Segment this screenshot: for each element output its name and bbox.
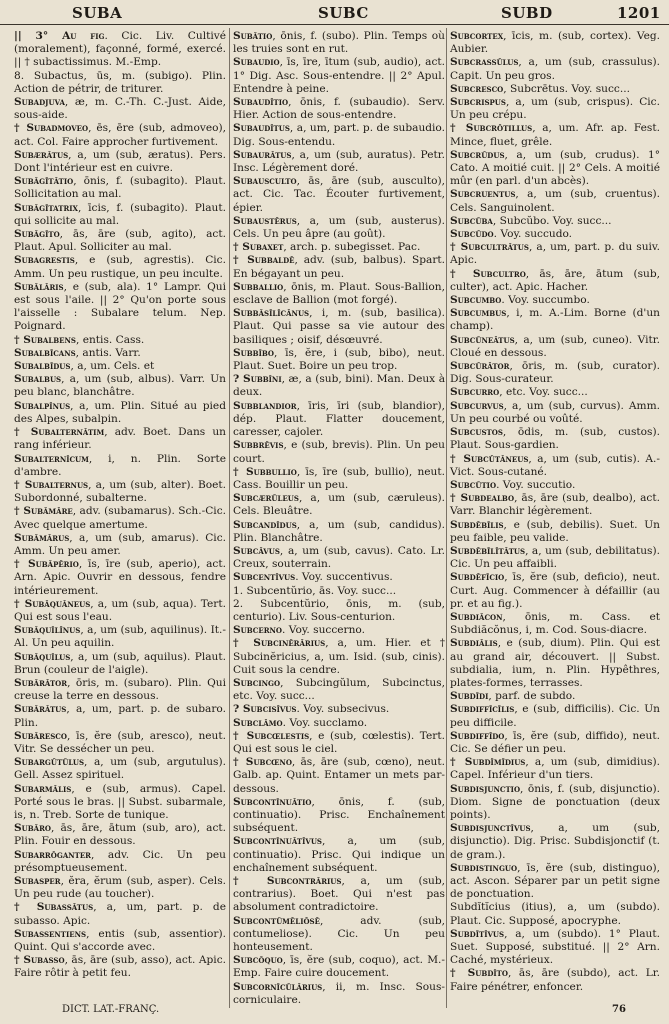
dictionary-entry: Subbĭbo, īs, ĕre, i (sub, bibo), neut. Plaut. Suet. Boire un peu trop. — [233, 346, 445, 373]
dictionary-entry: Subcortex, īcis, m. (sub, cortex). Veg. Aubier. — [450, 30, 660, 56]
column-divider — [229, 28, 230, 1008]
dictionary-entry: 2. Subcentŭrio, ōnis, m. (sub, centurio). Liv. Sous-centurion. — [233, 597, 445, 623]
dictionary-entry: Subcumbus, i, m. A.-Lim. Borne (d'un champ). — [450, 307, 660, 333]
page-number: 1201 — [617, 4, 661, 22]
dictionary-entry: Subcrispus, a, um (sub, crispus). Cic. Un peu crépu. — [450, 96, 660, 122]
dictionary-entry: Subălāris, e (sub, ala). 1° Lampr. Qui est sous l'aile. || 2° Qu'on porte sous l'aisselle : Subalare telum. Nep. Poignard. — [14, 280, 226, 333]
dictionary-entry: Subăgĭtatrix, īcis, f. (subagito). Plaut. qui sollicite au mal. — [14, 201, 226, 227]
dictionary-entry: Subcŏquo, īs, ĕre (sub, coquo), act. M.-Emp. Faire cuire doucement. — [233, 954, 445, 980]
dictionary-entry: Subdēfĭcio, īs, ĕre (sub, deficio), neut. Curt. Aug. Commencer à défaillir (au pr. et au fig.). — [450, 571, 660, 610]
dictionary-entry: † Subassātus, a, um, part. p. de subasso. Apic. — [14, 901, 226, 927]
running-head-center: SUBC — [318, 4, 369, 22]
dictionary-entry: Subcrassŭlus, a, um (sub, crassulus). Capit. Un peu gros. — [450, 56, 660, 82]
dictionary-entry: Subăquĭlus, a, um (sub, aquilus). Plaut. Brun (couleur de l'aigle). — [14, 650, 226, 676]
dictionary-entry: Subcŭba, Subcŭbo. Voy. succ... — [450, 214, 612, 227]
dictionary-entry: † Subămāre, adv. (subamarus). Sch.-Cic. Avec quelque amertume. — [14, 505, 226, 531]
dictionary-entry: Subcustos, ōdis, m. (sub, custos). Plaut. Sous-gardien. — [450, 426, 660, 452]
dictionary-entry: || 3° Au fig. Cic. Liv. Cultivé (moralement), façonné, formé, exercé. || † subactissimus. M.-Emp. — [14, 30, 226, 69]
dictionary-entry: † Subadmoveo, ēs, ēre (sub, admoveo), act. Col. Faire approcher furtivement. — [14, 122, 226, 148]
dictionary-entry: † Subcrōtillus, a, um. Afr. ap. Fest. Mince, fluet, grêle. — [450, 122, 660, 148]
dictionary-entry: Subalbĭdus, a, um. Cels. et — [14, 360, 155, 373]
dictionary-entry: Subcontĭnuātīvus, a, um (sub, continuatio). Prisc. Qui indique un enchaînement subséquent. — [233, 835, 445, 874]
dictionary-entry: † Subcultrātus, a, um, part. p. du suiv. Apic. — [450, 241, 660, 267]
dictionary-entry: Subăgĭto, ās, āre (sub, agito), act. Plaut. Apul. Solliciter au mal. — [14, 228, 226, 254]
dictionary-entry: † Subbullio, īs, īre (sub, bullio), neut. Cass. Bouillir un peu. — [233, 465, 445, 491]
column-divider — [446, 28, 447, 1008]
dictionary-entry: † Subasso, ās, āre (sub, asso), act. Apic. Faire rôtir à petit feu. — [14, 954, 226, 980]
dictionary-entry: † Subcœno, ās, āre (sub, cœno), neut. Galb. ap. Quint. Entamer un mets par-dessous. — [233, 756, 445, 795]
dictionary-entry: 8. Subactus, ūs, m. (subigo). Plin. Action de pétrir, de triturer. — [14, 69, 226, 95]
dictionary-entry: Subărātor, ōris, m. (subaro). Plin. Qui creuse la terre en dessous. — [14, 676, 226, 703]
dictionary-entry: † Subalternus, a, um (sub, alter). Boet. Subordonné, subalterne. — [14, 478, 226, 505]
dictionary-entry: Subcurro, etc. Voy. succ... — [450, 386, 588, 399]
dictionary-entry: † Subdĭto, ās, āre (subdo), act. Lr. Faire pénétrer, enfoncer. — [450, 967, 660, 993]
dictionary-entry: Subargūtŭlus, a, um (sub, argutulus). Gell. Assez spirituel. — [14, 756, 226, 782]
dictionary-entry: Subadjuva, æ, m. C.-Th. C.-Just. Aide, sous-aide. — [14, 96, 226, 122]
dictionary-entry: Subămārus, a, um (sub, amarus). Cic. Amm. Un peu amer. — [14, 531, 226, 557]
dictionary-entry: † Subcontrārius, a, um (sub, contrarius). Boet. Qui n'est pas absolument contradictoire. — [233, 875, 445, 914]
running-head-left: SUBA — [72, 4, 123, 22]
dictionary-entry: † Subcinĕrārius, a, um. Hier. et † Subcinĕricius, a, um. Isid. (sub, cinis). Cuit sous la cendre. — [233, 637, 445, 676]
dictionary-entry: Subărātus, a, um, part. p. de subaro. Plin. — [14, 703, 226, 729]
dictionary-entry: Subbrĕvis, e (sub, brevis). Plin. Un peu court. — [233, 439, 445, 465]
dictionary-entry: Subcrūdus, a, um (sub, crudus). 1° Cato. A moitié cuit. || 2° Cels. A moitié mûr (en parl. d'un abcès). — [450, 148, 660, 188]
column-left — [14, 30, 226, 990]
dictionary-entry: Subbăsĭlĭcānus, i, m. (sub, basilica). Plaut. Qui passe sa vie autour des basiliques ; oisif, désœuvré. — [233, 307, 445, 346]
dictionary-entry: Subassentiens, entis (sub, assentior). Quint. Qui s'accorde avec. — [14, 927, 226, 954]
page-header — [0, 0, 669, 28]
dictionary-entry: Subcandĭdus, a, um (sub, candidus). Plin. Blanchâtre. — [233, 518, 445, 544]
dictionary-entry: Subausculto, ās, āre (sub, ausculto), act. Cic. Tac. Écouter furtivement, épier. — [233, 175, 445, 214]
dictionary-entry: Subcumbo. Voy. succumbo. — [450, 294, 590, 307]
dictionary-entry: Subarmālis, e (sub, armus). Capel. Porté sous le bras. || Subst. subarmale, is, n. Treb. Sorte de tunique. — [14, 782, 226, 821]
dictionary-entry: Subblandior, īris, īri (sub, blandior), dép. Plaut. Flatter doucement, caresser, cajoler. — [233, 399, 445, 439]
dictionary-entry: Subdēbĭlis, e (sub, debilis). Suet. Un peu faible, peu valide. — [450, 518, 660, 544]
dictionary-entry: Subdēbĭlĭtātus, a, um (sub, debilitatus). Cic. Un peu affaibli. — [450, 544, 660, 571]
dictionary-entry: Subăro, ās, āre, ātum (sub, aro), act. Plin. Fouir en dessous. — [14, 822, 226, 848]
dictionary-entry: Subătio, ōnis, f. (subo). Plin. Temps où les truies sont en rut. — [233, 30, 445, 56]
dictionary-entry: Subballio, ōnis, m. Plaut. Sous-Ballion, esclave de Ballion (mot forgé). — [233, 280, 445, 307]
dictionary-entry: Subcūrātor, ōris, m. (sub, curator). Dig. Sous-curateur. — [450, 360, 660, 386]
dictionary-entry: Subcærŭleus, a, um (sub, cæruleus). Cels. Bleuâtre. — [233, 492, 445, 518]
dictionary-entry: Subăquĭlīnus, a, um (sub, aquilinus). It.-Al. Un peu aquilin. — [14, 624, 226, 650]
column-middle — [233, 30, 446, 1006]
sheet-number: 76 — [612, 1004, 626, 1015]
dictionary-entry: Subăgĭtātio, ōnis, f. (subagito). Plaut. Sollicitation au mal. — [14, 175, 226, 201]
dictionary-entry: Subaudītus, a, um, part. p. de subaudio. Dig. Sous-entendu. — [233, 122, 445, 148]
dictionary-entry: Subdisjunctīvus, a, um (sub, disjunctio). Dig. Prisc. Subdisjonctif (t. de gram.). — [450, 822, 660, 861]
dictionary-entry: † Subdealbo, ās, āre (sub, dealbo), act. Varr. Blanchir légèrement. — [450, 492, 660, 518]
dictionary-entry: Subarrŏganter, adv. Cic. Un peu présomptueusement. — [14, 848, 226, 874]
dictionary-entry: Subcŭtio. Voy. succutio. — [450, 478, 576, 491]
dictionary-entry: † Subalternātim, adv. Boet. Dans un rang inférieur. — [14, 426, 226, 452]
dictionary-entry: Subasper, ĕra, ĕrum (sub, asper). Cels. Un peu rude (au toucher). — [14, 875, 226, 901]
dictionary-entry: Subærātus, a, um (sub, æratus). Pers. Dont l'intérieur est en cuivre. — [14, 148, 226, 175]
dictionary-entry: Subcurvus, a, um (sub, curvus). Amm. Un peu courbé ou voûté. — [450, 399, 660, 425]
dictionary-entry: Subaudītio, ōnis, f. (subaudio). Serv. Hier. Action de sous-entendre. — [233, 96, 445, 122]
header-rule — [0, 24, 669, 25]
dictionary-entry: † Subăpĕrio, īs, īre (sub, aperio), act. Arn. Apic. Ouvrir en dessous, fendre intérieurement. — [14, 558, 226, 597]
dictionary-entry: Subcresco, Subcrētus. Voy. succ... — [450, 82, 630, 95]
dictionary-entry: Subalbus, a, um (sub, albus). Varr. Un peu blanc, blanchâtre. — [14, 373, 226, 399]
dictionary-entry: Subaudio, īs, īre, ītum (sub, audio), act. 1° Dig. Asc. Sous-entendre. || 2° Apul. Entendre à peine. — [233, 56, 445, 95]
dictionary-entry: † Subbaldē, adv. (sub, balbus). Spart. En bégayant un peu. — [233, 254, 446, 280]
dictionary-entry: † Subdĭmĭdius, a, um (sub, dimidius). Capel. Inférieur d'un tiers. — [450, 756, 660, 782]
dictionary-entry: Subagrestis, e (sub, agrestis). Cic. Amm. Un peu rustique, un peu inculte. — [14, 254, 226, 280]
dictionary-entry: Subcerno. Voy. succerno. — [233, 624, 365, 637]
dictionary-entry: Subdisjunctio, ōnis, f. (sub, disjunctio). Diom. Signe de ponctuation (deux points). — [450, 782, 660, 821]
column-right — [450, 30, 660, 993]
running-head-right: SUBD — [501, 4, 553, 22]
dictionary-entry: Subdĭtīvus, a, um (subdo). 1° Plaut. Suet. Supposé, substitué. || 2° Arn. Caché, mystérieux. — [450, 927, 660, 967]
dictionary-entry: Subcornĭcŭlārius, ii, m. Insc. Sous-corniculaire. — [233, 980, 445, 1006]
dictionary-entry: † Subaxet, arch. p. subegisset. Pac. — [233, 241, 421, 254]
dictionary-entry: Subdiăcon, ōnis, m. Cass. et Subdiăcŏnus, i, m. Cod. Sous-diacre. — [450, 610, 660, 637]
dictionary-entry: † Subalbens, entis. Cass. — [14, 333, 145, 346]
dictionary-entry: Subalbĭcans, antis. Varr. — [14, 346, 141, 359]
dictionary-entry: Subaurātus, a, um (sub, auratus). Petr. Insc. Légèrement doré. — [233, 148, 445, 175]
dictionary-entry: † Subcŭtāneus, a, um (sub, cutis). A.-Vict. Sous-cutané. — [450, 452, 660, 478]
dictionary-entry: Subcăvus, a, um (sub, cavus). Cato. Lr. Creux, souterrain. — [233, 544, 445, 571]
dictionary-entry: Subcruentus, a, um (sub, cruentus). Cels. Sanguinolent. — [450, 188, 660, 214]
dictionary-entry: ? Subcisīvus. Voy. subsecivus. — [233, 703, 390, 716]
dictionary-entry: Subalpīnus, a, um. Plin. Situé au pied des Alpes, subalpin. — [14, 399, 226, 425]
dictionary-entry: Subaustērus, a, um (sub, austerus). Cels. Un peu âpre (au goût). — [233, 214, 445, 241]
dictionary-entry: ? Subbīni, æ, a (sub, bini). Man. Deux à deux. — [233, 373, 446, 399]
dictionary-entry: † Subcœlestis, e (sub, cœlestis). Tert. Qui est sous le ciel. — [233, 729, 446, 755]
dictionary-entry: Subalternĭcum, i, n. Plin. Sorte d'ambre. — [14, 452, 226, 478]
dictionary-entry: 1. Subcentŭrio, ās. Voy. succ... — [233, 584, 397, 597]
dictionary-entry: Subcentīvus. Voy. succentivus. — [233, 571, 393, 584]
dictionary-entry: Subcŭneātus, a, um (sub, cuneo). Vitr. Cloué en dessous. — [450, 333, 660, 359]
dictionary-entry: Subcūdo. Voy. succudo. — [450, 228, 573, 241]
dictionary-entry: Subdiffīdo, īs, ĕre (sub, diffido), neut. Cic. Se défier un peu. — [450, 729, 660, 755]
signature-mark: DICT. LAT.-FRANÇ. — [62, 1004, 160, 1015]
dictionary-entry: Subclāmo. Voy. succlamo. — [233, 716, 368, 729]
dictionary-entry: Subdĭtĭcius (itius), a, um (subdo). Plaut. Cic. Supposé, apocryphe. — [450, 901, 660, 927]
dictionary-entry: Subcontŭmēliōsē, adv. (sub, contumeliose). Cic. Un peu honteusement. — [233, 914, 445, 954]
dictionary-entry: Subăresco, īs, ĕre (sub, aresco), neut. Vitr. Se dessécher un peu. — [14, 729, 226, 755]
dictionary-entry: Subdiffĭcĭlis, e (sub, difficilis). Cic. Un peu difficile. — [450, 703, 660, 729]
dictionary-entry: Subcontĭnuātio, ōnis, f. (sub, continuatio). Prisc. Enchaînement subséquent. — [233, 795, 445, 835]
dictionary-entry: † Subăquāneus, a, um (sub, aqua). Tert. Qui est sous l'eau. — [14, 597, 226, 623]
dictionary-entry: Subdistinguo, īs, ĕre (sub, distinguo), act. Ascon. Séparer par un petit signe de ponctuation. — [450, 861, 660, 901]
dictionary-entry: Subcingo, Subcingŭlum, Subcinctus, etc. Voy. succ... — [233, 676, 445, 703]
dictionary-entry: Subdiālis, e (sub, dium). Plin. Qui est au grand air, découvert. || Subst. subdialia, ium, n. Plin. Hypêthres, plates-formes, terrasses. — [450, 637, 660, 689]
dictionary-entry: Subdĭdi, parf. de subdo. — [450, 690, 576, 703]
dictionary-entry: † Subcultro, ās, āre, ātum (sub, culter), act. Apic. Hacher. — [450, 267, 660, 293]
